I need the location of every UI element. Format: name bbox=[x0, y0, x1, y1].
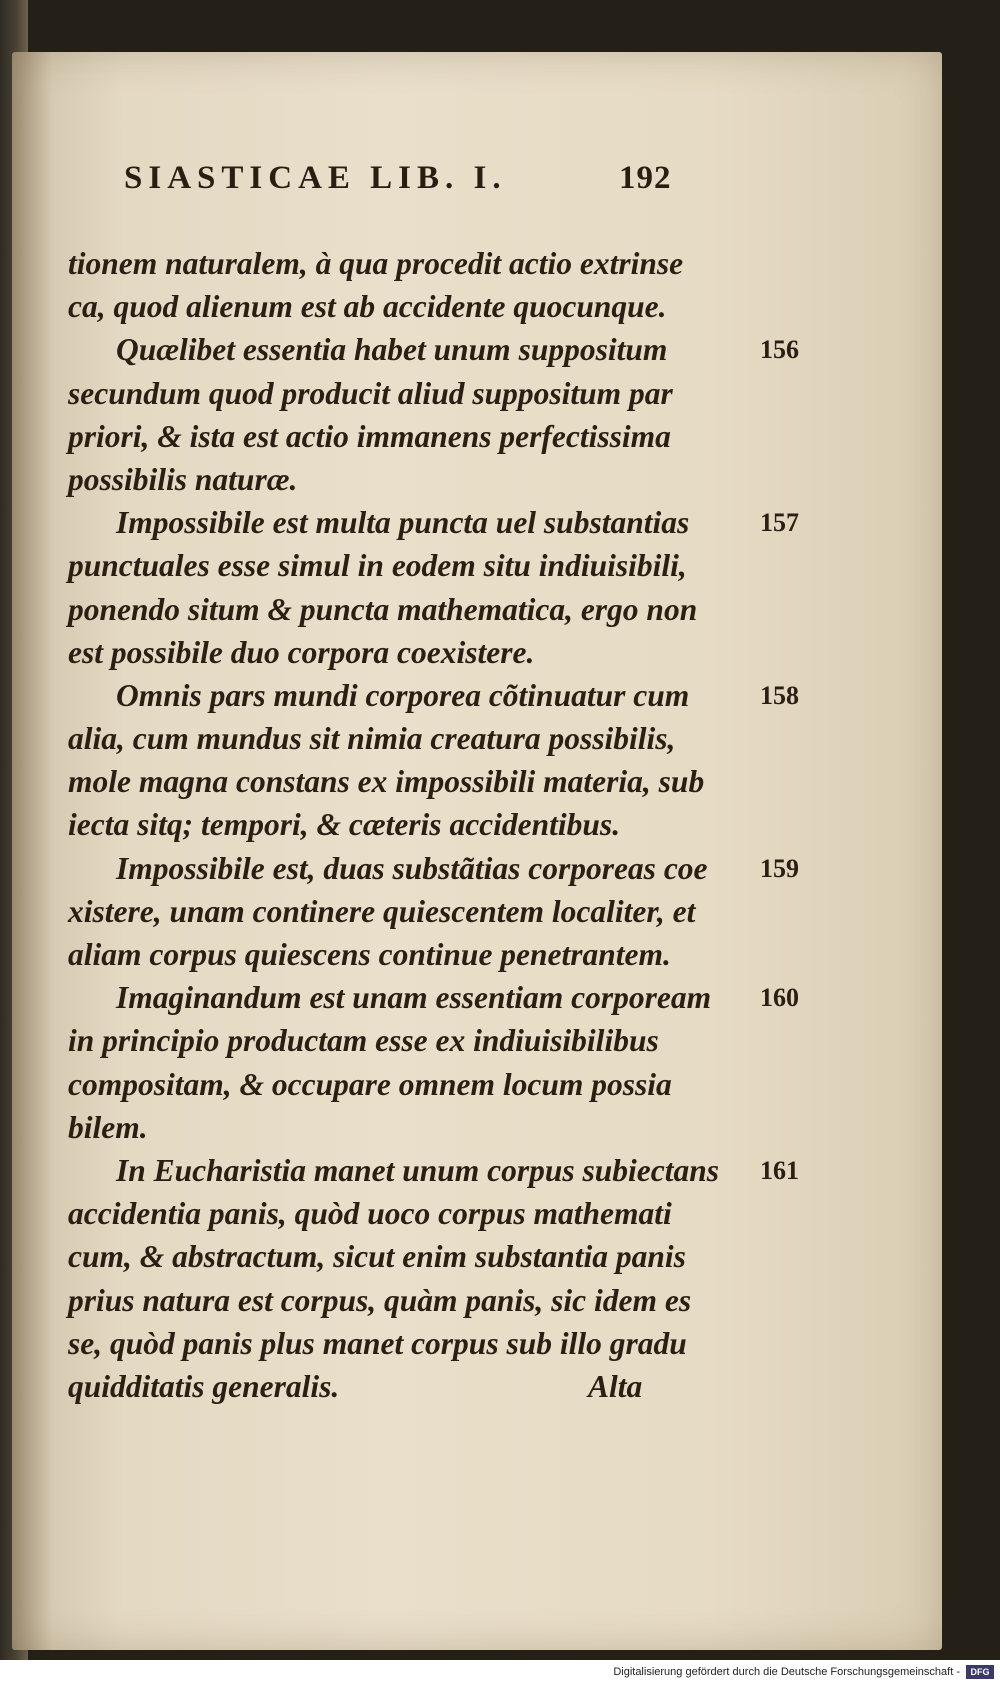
text-line-content: priori, & ista est actio immanens perfectissima bbox=[68, 418, 671, 454]
text-line-content: ca, quod alienum est ab accidente quocunque. bbox=[68, 289, 667, 325]
text-line-content: est possibile duo corpora coexistere. bbox=[68, 634, 535, 670]
text-line bbox=[68, 1106, 758, 1149]
text-line-content: In Eucharistia manet unum corpus subiectans bbox=[116, 1152, 720, 1188]
text-line bbox=[68, 890, 758, 933]
text-line-content: aliam corpus quiescens continue penetrantem. bbox=[68, 937, 671, 972]
digitization-credit: Digitalisierung gefördert durch die Deutsche Forschungsgemeinschaft - bbox=[613, 1666, 960, 1678]
text-line-content: compositam, & occupare omnem locum possia bbox=[68, 1066, 672, 1102]
text-line bbox=[68, 1235, 758, 1278]
paragraph-number: 158 bbox=[760, 680, 799, 710]
text-line-content: iecta sitq; tempori, & cæteris accidentibus. bbox=[68, 807, 621, 843]
text-line bbox=[68, 544, 758, 587]
text-line bbox=[68, 285, 758, 328]
text-line-content: alia, cum mundus sit nimia creatura possibilis, bbox=[68, 721, 676, 757]
text-line bbox=[68, 242, 758, 285]
text-line bbox=[68, 1192, 758, 1235]
page-gutter-shadow bbox=[12, 52, 52, 1650]
text-line-content: quidditatis generalis. bbox=[68, 1368, 340, 1404]
text-line bbox=[68, 933, 758, 976]
dfg-logo: DFG bbox=[966, 1665, 994, 1679]
text-line-content: Impossibile est, duas substãtias corporeas coe bbox=[116, 850, 708, 886]
text-line-content: accidentia panis, quòd uoco corpus mathemati bbox=[68, 1196, 672, 1232]
paragraph-number: 159 bbox=[760, 853, 799, 883]
text-line-content: cum, & abstractum, sicut enim substantia panis bbox=[68, 1239, 686, 1275]
text-line bbox=[68, 458, 758, 501]
text-line-content: bilem. bbox=[68, 1109, 148, 1145]
text-line-content: Imaginandum est unam essentiam corpoream bbox=[116, 980, 712, 1016]
text-line-content: punctuales esse simul in eodem situ indiuisibili, bbox=[68, 548, 687, 584]
text-line bbox=[68, 328, 799, 371]
paragraph-number: 157 bbox=[760, 508, 799, 538]
text-line-content: mole magna constans ex impossibili materia, sub bbox=[68, 764, 705, 800]
running-header-title: SIASTICAE LIB. I. bbox=[124, 160, 507, 196]
text-line-content: se, quòd panis plus manet corpus sub illo gradu bbox=[68, 1325, 687, 1361]
paragraph-number: 156 bbox=[760, 335, 799, 365]
text-line-content: secundum quod producit aliud suppositum par bbox=[68, 375, 673, 411]
text-line-content: xistere, unam continere quiescentem localiter, et bbox=[68, 893, 696, 929]
running-header bbox=[124, 160, 684, 197]
text-line bbox=[68, 1322, 758, 1365]
text-line bbox=[68, 717, 758, 760]
text-line bbox=[68, 631, 758, 674]
text-line-content: tionem naturalem, à qua procedit actio extrinse bbox=[68, 246, 684, 281]
text-line-content: Quælibet essentia habet unum suppositum bbox=[116, 332, 668, 368]
text-line bbox=[68, 1149, 799, 1192]
text-line bbox=[68, 1365, 758, 1408]
text-line-content: ponendo situm & puncta mathematica, ergo non bbox=[68, 591, 698, 627]
text-line bbox=[68, 1063, 758, 1106]
text-line-content: possibilis naturæ. bbox=[68, 461, 298, 497]
text-line bbox=[68, 803, 758, 846]
catchword: Alta bbox=[588, 1368, 643, 1404]
text-line bbox=[68, 372, 758, 415]
text-line-content: Omnis pars mundi corporea cõtinuatur cum bbox=[116, 677, 690, 713]
text-line bbox=[68, 415, 758, 458]
text-line-content: Impossibile est multa puncta uel substantias bbox=[116, 505, 690, 541]
book-page bbox=[12, 52, 942, 1650]
text-line bbox=[68, 847, 799, 890]
text-line-content: in principio productam esse ex indiuisibilibus bbox=[68, 1023, 659, 1059]
paragraph-number: 161 bbox=[760, 1155, 799, 1185]
text-line bbox=[68, 760, 758, 803]
paragraph-number: 160 bbox=[760, 983, 799, 1013]
text-line-content: prius natura est corpus, quàm panis, sic idem es bbox=[68, 1282, 692, 1318]
text-line bbox=[68, 976, 799, 1019]
text-block bbox=[68, 242, 799, 1408]
text-line bbox=[68, 1019, 758, 1062]
text-line bbox=[68, 501, 799, 544]
text-line bbox=[68, 588, 758, 631]
text-line bbox=[68, 674, 799, 717]
text-line bbox=[68, 1279, 758, 1322]
folio-number: 192 bbox=[619, 160, 672, 196]
